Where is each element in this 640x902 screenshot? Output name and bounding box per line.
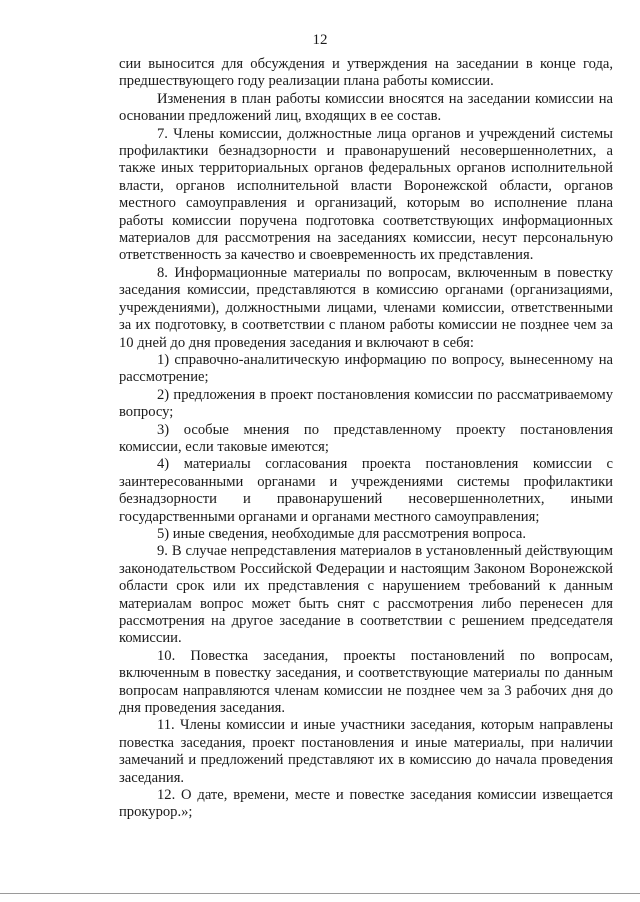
- paragraph-subitem-3: 3) особые мнения по представленному проекту постановления комиссии, если таковые имеются;: [119, 421, 613, 455]
- page-number: 12: [312, 32, 328, 48]
- paragraph-continuation: сии выносится для обсуждения и утверждения на заседании в конце года, предшествующего году реализации плана работы комиссии.: [119, 56, 613, 90]
- document-body: [119, 56, 613, 822]
- paragraph-subitem-4: 4) материалы согласования проекта постановления комиссии с заинтересованными органами и учреждениями системы профилактики безнадзорности и правонарушений несовершеннолетних, иными государственными органами и органами местного самоуправления;: [119, 456, 613, 525]
- paragraph-item-9: 9. В случае непредставления материалов в установленный действующим законодательством Российской Федерации и настоящим Законом Воронежской области срок или их представления с нарушением требований к данным материалам вопрос может быть снят с рассмотрения либо перенесен для рассмотрения на другое заседание в соответствии с решением председателя комиссии.: [119, 543, 613, 647]
- paragraph-item-11: 11. Члены комиссии и иные участники заседания, которым направлены повестка заседания, проект постановления и иные материалы, при наличии замечаний и предложений представляют их в комиссию до начала проведения заседания.: [119, 717, 613, 786]
- paragraph-item-12: 12. О дате, времени, месте и повестке заседания комиссии извещается прокурор.»;: [119, 787, 613, 821]
- paragraph-subitem-5: 5) иные сведения, необходимые для рассмотрения вопроса.: [157, 525, 527, 542]
- paragraph-item-10: 10. Повестка заседания, проекты постановлений по вопросам, включенным в повестку заседания, и соответствующие материалы по данным вопросам направляются членам комиссии не позднее чем за 3 рабочих дня до дня проведения заседания.: [119, 647, 613, 717]
- paragraph-item-7: 7. Члены комиссии, должностные лица органов и учреждений системы профилактики безнадзорности и правонарушений несовершеннолетних, а также иных территориальных органов федеральных органов исполнительной власти, органов исполнительной власти Воронежской области, органов местного самоуправления и организаций, которым во исполнение плана работы комиссии поручена подготовка соответствующих информационных материалов для рассмотрения на заседаниях комиссии, несут персональную ответственность за качество и своевременность их представления.: [119, 125, 613, 264]
- page-bottom-rule: [0, 893, 640, 894]
- paragraph-subitem-2: 2) предложения в проект постановления комиссии по рассматриваемому вопросу;: [119, 386, 613, 421]
- paragraph-item-8: 8. Информационные материалы по вопросам, включенным в повестку заседания комиссии, представляются в комиссию органами (организациями, учреждениями), должностными лицами, членами комиссии, ответственными за их подготовку, в соответствии с планом работы комиссии не позднее чем за 10 дней до дня проведения заседания и включают в себя:: [119, 264, 613, 351]
- paragraph-subitem-1: 1) справочно-аналитическую информацию по вопросу, вынесенному на рассмотрение;: [119, 351, 613, 386]
- paragraph-plan-changes: Изменения в план работы комиссии вносятся на заседании комиссии на основании предложений лиц, входящих в ее состав.: [119, 90, 613, 125]
